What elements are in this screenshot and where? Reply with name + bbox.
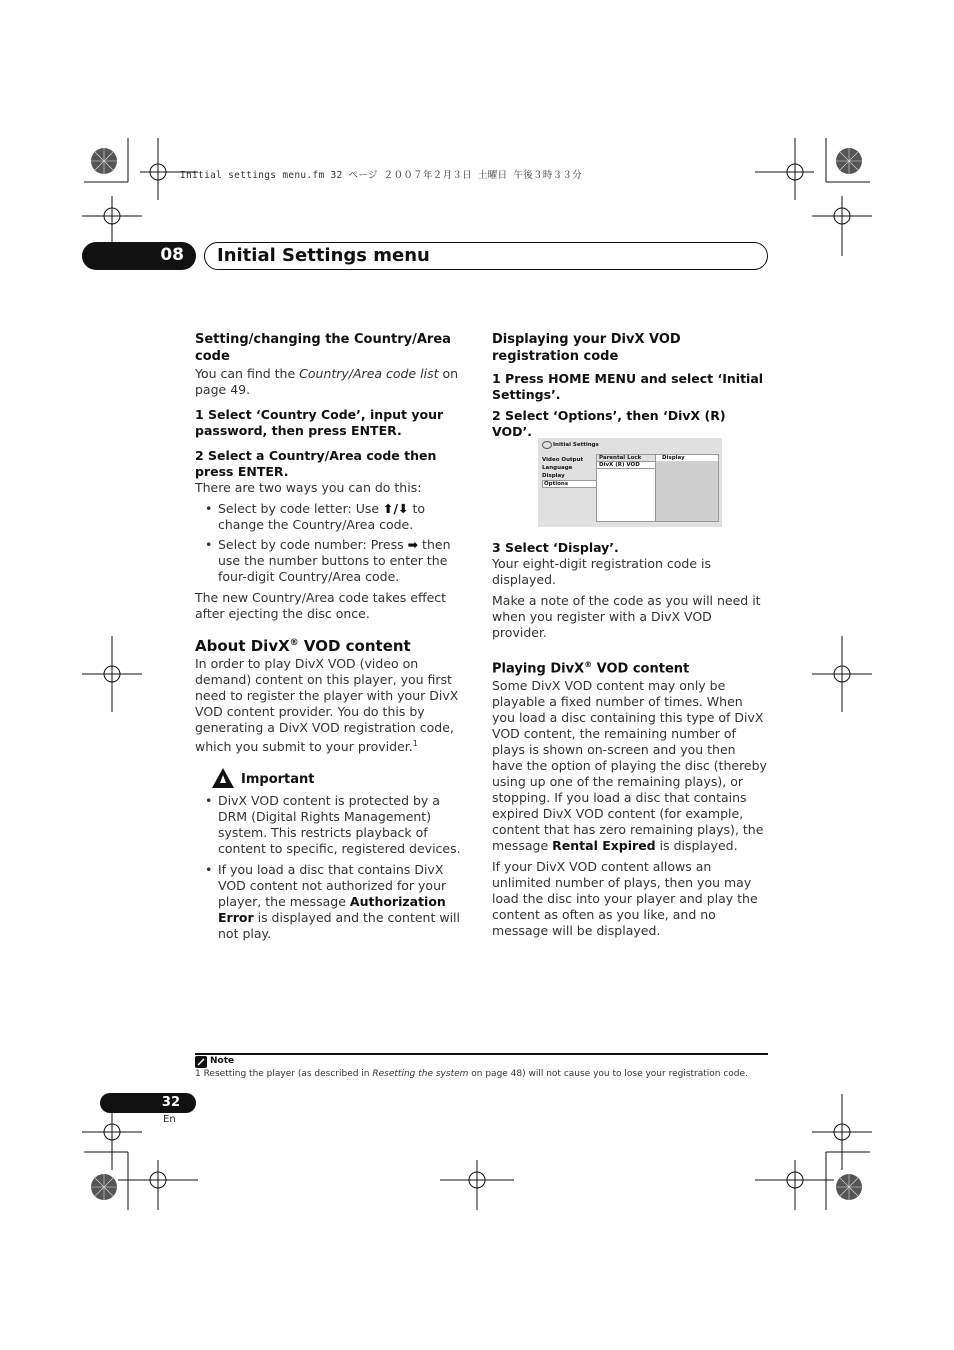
important-block (195, 767, 469, 793)
left-column (195, 331, 469, 942)
initial-settings-screen (538, 438, 722, 527)
page-number: 32 (161, 1095, 180, 1110)
step-1-home-menu: 1 Press HOME MENU and select ‘Initial Settings’. (492, 371, 764, 402)
note-icon (195, 1056, 207, 1068)
bullet-code-letter: • Select by code letter: Use ⬆/⬇ to change the Country/Area code. (195, 501, 469, 533)
right-column-lower (492, 540, 768, 939)
paragraph-takes-effect: The new Country/Area code takes effect after ejecting the disc once. (195, 590, 447, 621)
file-info-line: Initial settings menu.fm 32 ページ ２００７年２月３日 土曜日 午後３時３３分 (180, 170, 583, 181)
paragraph-about-divx: In order to play DivX VOD (video on demand) content on this player, you first need to register the player with your DivX VOD content provider. You do this by generating a DivX VOD registration code, which you submit to your provider.$^1$ (195, 656, 459, 755)
options-panel (596, 454, 656, 522)
step-3-display: 3 Select ‘Display’. (492, 540, 619, 555)
submenu-display: Display (656, 455, 718, 461)
heading-display-code: Displaying your DivX VOD registration code (492, 332, 681, 364)
disc-icon (542, 441, 552, 449)
language-code: En (163, 1114, 176, 1125)
important-label: Important (241, 772, 315, 788)
paragraph-code-displayed: Your eight-digit registration code is displayed. (492, 556, 711, 587)
menu-language: Language (542, 465, 573, 471)
chapter-title-bar (204, 242, 768, 270)
paragraph-make-note: Make a note of the code as you will need it when you register with a DivX VOD provider. (492, 593, 761, 640)
option-divx-vod: DivX (R) VOD (597, 462, 655, 469)
chapter-number-badge (82, 242, 196, 270)
footnote-rule (195, 1053, 768, 1055)
chapter-number: 08 (160, 245, 184, 265)
paragraph-rental: Some DivX VOD content may only be playable a fixed number of times. When you load a disc containing this type of DivX VOD content, the remaining number of plays is shown on-screen and you then have the option of playing the disc (thereby using up one of the remaining plays), or stopping. If you load a disc that contains expired DivX VOD content (for example, content that has zero remaining plays), the message Rental Expired is displayed. (492, 678, 767, 854)
screen-title: Initial Settings (553, 442, 599, 448)
menu-options: Options (542, 480, 597, 488)
option-parental-lock: Parental Lock (597, 455, 655, 462)
step-1-country-code: 1 Select ‘Country Code’, input your password, then press ENTER. (195, 407, 444, 438)
paragraph-country-list: You can find the Country/Area code list on page 49. (195, 366, 459, 397)
step-2-select-country: 2 Select a Country/Area code then press ENTER. (195, 448, 437, 479)
heading-country-code: Setting/changing the Country/Area code (195, 332, 451, 364)
submenu-panel (655, 454, 719, 522)
right-arrow-icon: ➡ (407, 537, 419, 552)
menu-video-output: Video Output (542, 457, 584, 463)
step-2-options: 2 Select ‘Options’, then ‘DivX (R) VOD’. (492, 408, 726, 439)
warning-icon (211, 767, 235, 789)
footnote-text: 1 Resetting the player (as described in Resetting the system on page 48) will not cause you to lose your registration code. (195, 1069, 748, 1079)
paragraph-two-ways: There are two ways you can do this: (195, 480, 422, 495)
heading-about-divx: About DivX® VOD content (195, 637, 411, 655)
bullet-drm: • DivX VOD content is protected by a DRM (Digital Rights Management) system. This restricts playback of content to specific, registered devices. (195, 793, 469, 857)
up-down-arrow-icon: ⬆/⬇ (383, 501, 409, 516)
right-column (492, 331, 768, 440)
paragraph-unlimited: If your DivX VOD content allows an unlimited number of plays, then you may load the disc into your player and play the content as often as you like, and no message will be displayed. (492, 859, 758, 939)
bullet-authorization: • If you load a disc that contains DivX VOD content not authorized for your player, the message Authorization Error is displayed and the content will not play. (195, 862, 469, 942)
note-label: Note (210, 1056, 235, 1066)
chapter-title: Initial Settings menu (217, 245, 430, 266)
menu-display: Display (542, 473, 565, 479)
bullet-code-number: • Select by code number: Press ➡ then use the number buttons to enter the four-digit Country/Area code. (195, 537, 469, 585)
page-number-badge (100, 1093, 196, 1113)
heading-playing-divx: Playing DivX® VOD content (492, 660, 690, 677)
